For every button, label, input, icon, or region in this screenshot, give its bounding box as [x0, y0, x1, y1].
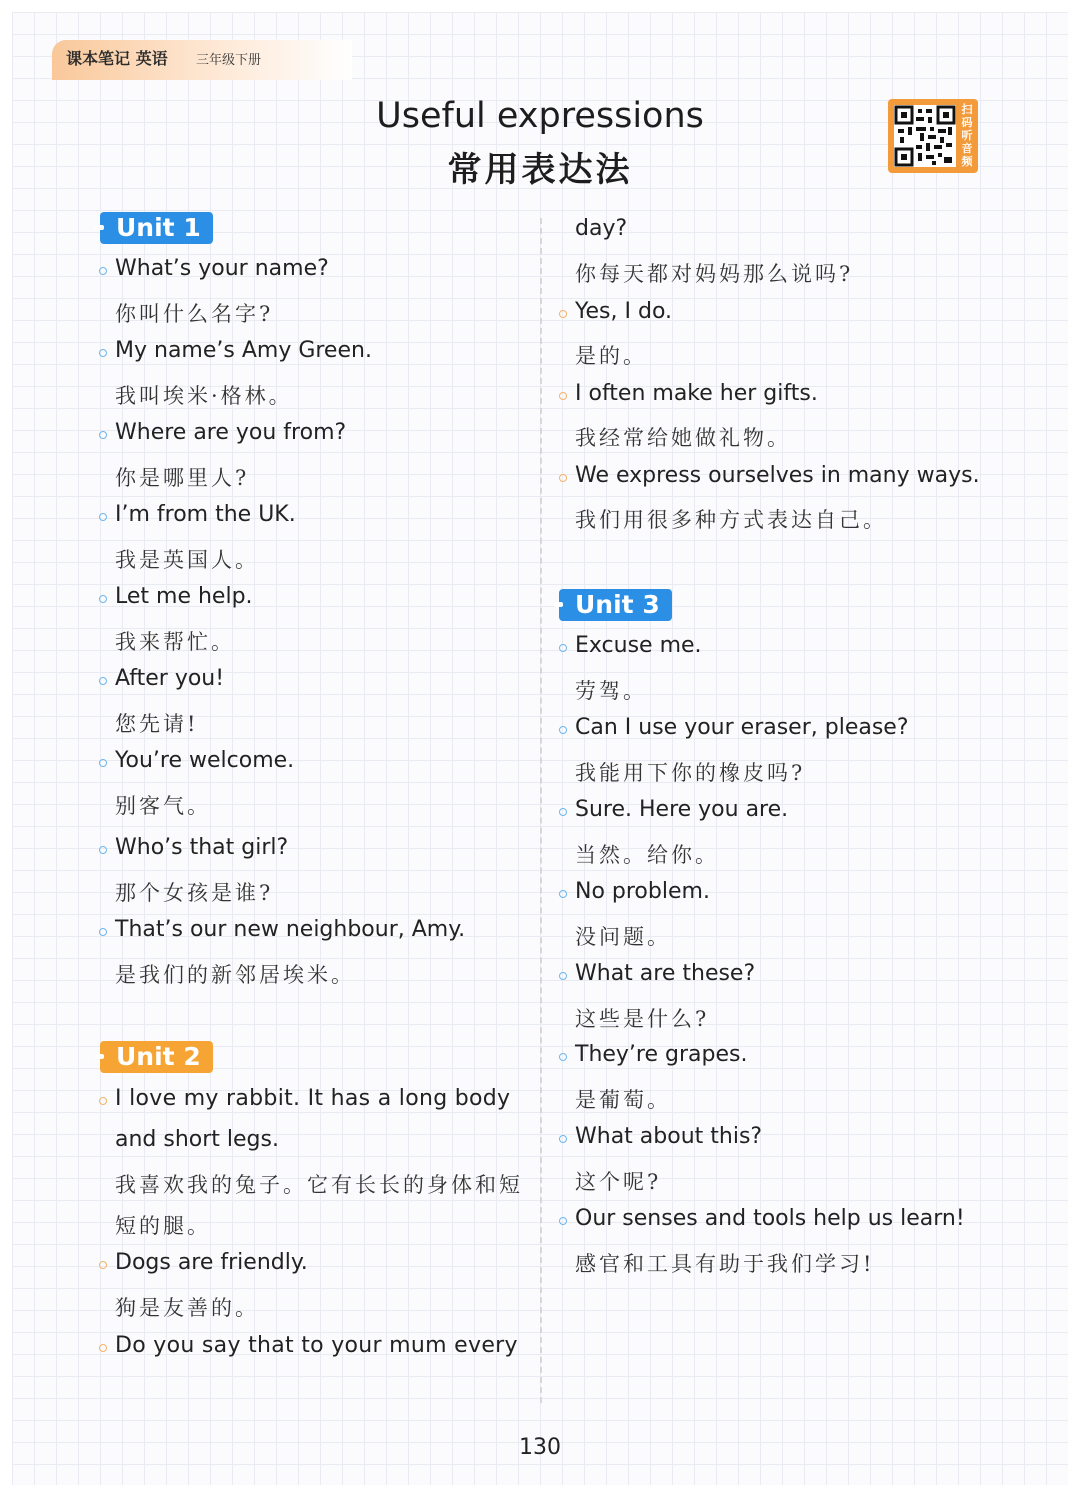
qr-label-char: 扫	[961, 103, 973, 116]
phrase-zh: 你每天都对妈妈那么说吗?	[575, 262, 854, 286]
phrase-zh: 劳驾。	[575, 679, 647, 703]
bullet-icon	[99, 1097, 107, 1105]
bullet-icon	[559, 644, 567, 652]
phrase-zh: 您先请!	[115, 712, 199, 736]
qr-code-icon[interactable]	[894, 105, 956, 167]
bullet-icon	[559, 890, 567, 898]
phrase-zh: 那个女孩是谁?	[115, 881, 274, 905]
phrase-zh: 你是哪里人?	[115, 466, 250, 490]
bullet-icon	[559, 392, 567, 400]
phrase-en: I’m from the UK.	[115, 502, 296, 527]
phrase-zh: 我来帮忙。	[115, 630, 235, 654]
phrase-en: Can I use your eraser, please?	[575, 715, 909, 740]
bullet-icon	[99, 431, 107, 439]
phrase-en: Who’s that girl?	[115, 835, 289, 860]
phrase-en: Yes, I do.	[575, 299, 673, 324]
phrase-zh: 别客气。	[115, 794, 211, 818]
unit-2-label: Unit 2	[116, 1042, 201, 1071]
phrase-zh: 我是英国人。	[115, 548, 259, 572]
phrase-en: Where are you from?	[115, 420, 347, 445]
unit-1-label: Unit 1	[116, 213, 201, 242]
qr-label-char: 码	[961, 116, 973, 129]
phrase-en: Our senses and tools help us learn!	[575, 1206, 965, 1231]
page-title-english: Useful expressions	[376, 96, 704, 136]
bullet-icon	[99, 928, 107, 936]
qr-code-box[interactable]	[888, 99, 978, 173]
bullet-icon	[99, 1344, 107, 1352]
grade-label: 三年级下册	[196, 53, 262, 68]
bullet-icon	[99, 677, 107, 685]
phrase-zh: 你叫什么名字?	[115, 302, 274, 326]
badge-mark	[95, 225, 104, 230]
phrase-zh: 狗是友善的。	[115, 1296, 259, 1320]
qr-label-char: 听	[961, 129, 973, 142]
bullet-icon	[99, 595, 107, 603]
bullet-icon	[99, 349, 107, 357]
unit-3-badge	[559, 589, 672, 621]
phrase-zh: 我能用下你的橡皮吗?	[575, 761, 806, 785]
phrase-en: They’re grapes.	[575, 1042, 748, 1067]
bullet-icon	[99, 1261, 107, 1269]
bullet-icon	[559, 1053, 567, 1061]
phrase-en: We express ourselves in many ways.	[575, 463, 980, 488]
phrase-en: My name’s Amy Green.	[115, 338, 372, 363]
phrase-en-continued: day?	[575, 216, 628, 241]
phrase-en: Dogs are friendly.	[115, 1250, 308, 1275]
phrase-zh: 这个呢?	[575, 1170, 662, 1194]
qr-label-char: 频	[961, 155, 973, 168]
phrase-en: I often make her gifts.	[575, 381, 818, 406]
bullet-icon	[559, 726, 567, 734]
unit-2-badge	[100, 1041, 213, 1073]
page-number: 130	[519, 1435, 561, 1460]
phrase-en: Let me help.	[115, 584, 253, 609]
phrase-en: You’re welcome.	[115, 748, 295, 773]
phrase-zh: 是我们的新邻居埃米。	[115, 963, 355, 987]
phrase-en: That’s our new neighbour, Amy.	[115, 917, 466, 942]
phrase-en: Excuse me.	[575, 633, 702, 658]
unit-3-label: Unit 3	[575, 590, 660, 619]
bullet-icon	[99, 513, 107, 521]
badge-mark	[554, 602, 563, 607]
unit-1-badge	[100, 212, 213, 244]
phrase-en: What are these?	[575, 961, 756, 986]
bullet-icon	[559, 474, 567, 482]
bullet-icon	[559, 972, 567, 980]
phrase-zh: 我经常给她做礼物。	[575, 426, 791, 450]
phrase-en-continued: and short legs.	[115, 1127, 279, 1152]
column-divider	[540, 218, 542, 1403]
phrase-zh-continued: 短的腿。	[115, 1214, 211, 1238]
phrase-zh: 我叫埃米·格林。	[115, 384, 293, 408]
phrase-zh: 没问题。	[575, 925, 671, 949]
phrase-zh: 当然。给你。	[575, 843, 719, 867]
qr-label	[958, 103, 976, 168]
phrase-en: Do you say that to your mum every	[115, 1333, 518, 1358]
bullet-icon	[99, 267, 107, 275]
bullet-icon	[559, 310, 567, 318]
phrase-en: What’s your name?	[115, 256, 329, 281]
bullet-icon	[559, 808, 567, 816]
bullet-icon	[559, 1217, 567, 1225]
phrase-zh: 感官和工具有助于我们学习!	[575, 1252, 875, 1276]
bullet-icon	[559, 1135, 567, 1143]
qr-label-char: 音	[961, 142, 973, 155]
phrase-en: No problem.	[575, 879, 710, 904]
bullet-icon	[99, 759, 107, 767]
phrase-zh: 是葡萄。	[575, 1088, 671, 1112]
page-title-chinese: 常用表达法	[447, 150, 633, 190]
phrase-zh: 是的。	[575, 344, 647, 368]
phrase-zh: 我喜欢我的兔子。它有长长的身体和短	[115, 1173, 523, 1197]
phrase-en: After you!	[115, 666, 225, 691]
phrase-en: What about this?	[575, 1124, 763, 1149]
phrase-en: Sure. Here you are.	[575, 797, 789, 822]
phrase-en: I love my rabbit. It has a long body	[115, 1086, 511, 1111]
badge-mark	[95, 1054, 104, 1059]
phrase-zh: 这些是什么?	[575, 1007, 710, 1031]
bullet-icon	[99, 846, 107, 854]
book-title: 课本笔记 英语	[66, 49, 168, 68]
phrase-zh: 我们用很多种方式表达自己。	[575, 508, 887, 532]
